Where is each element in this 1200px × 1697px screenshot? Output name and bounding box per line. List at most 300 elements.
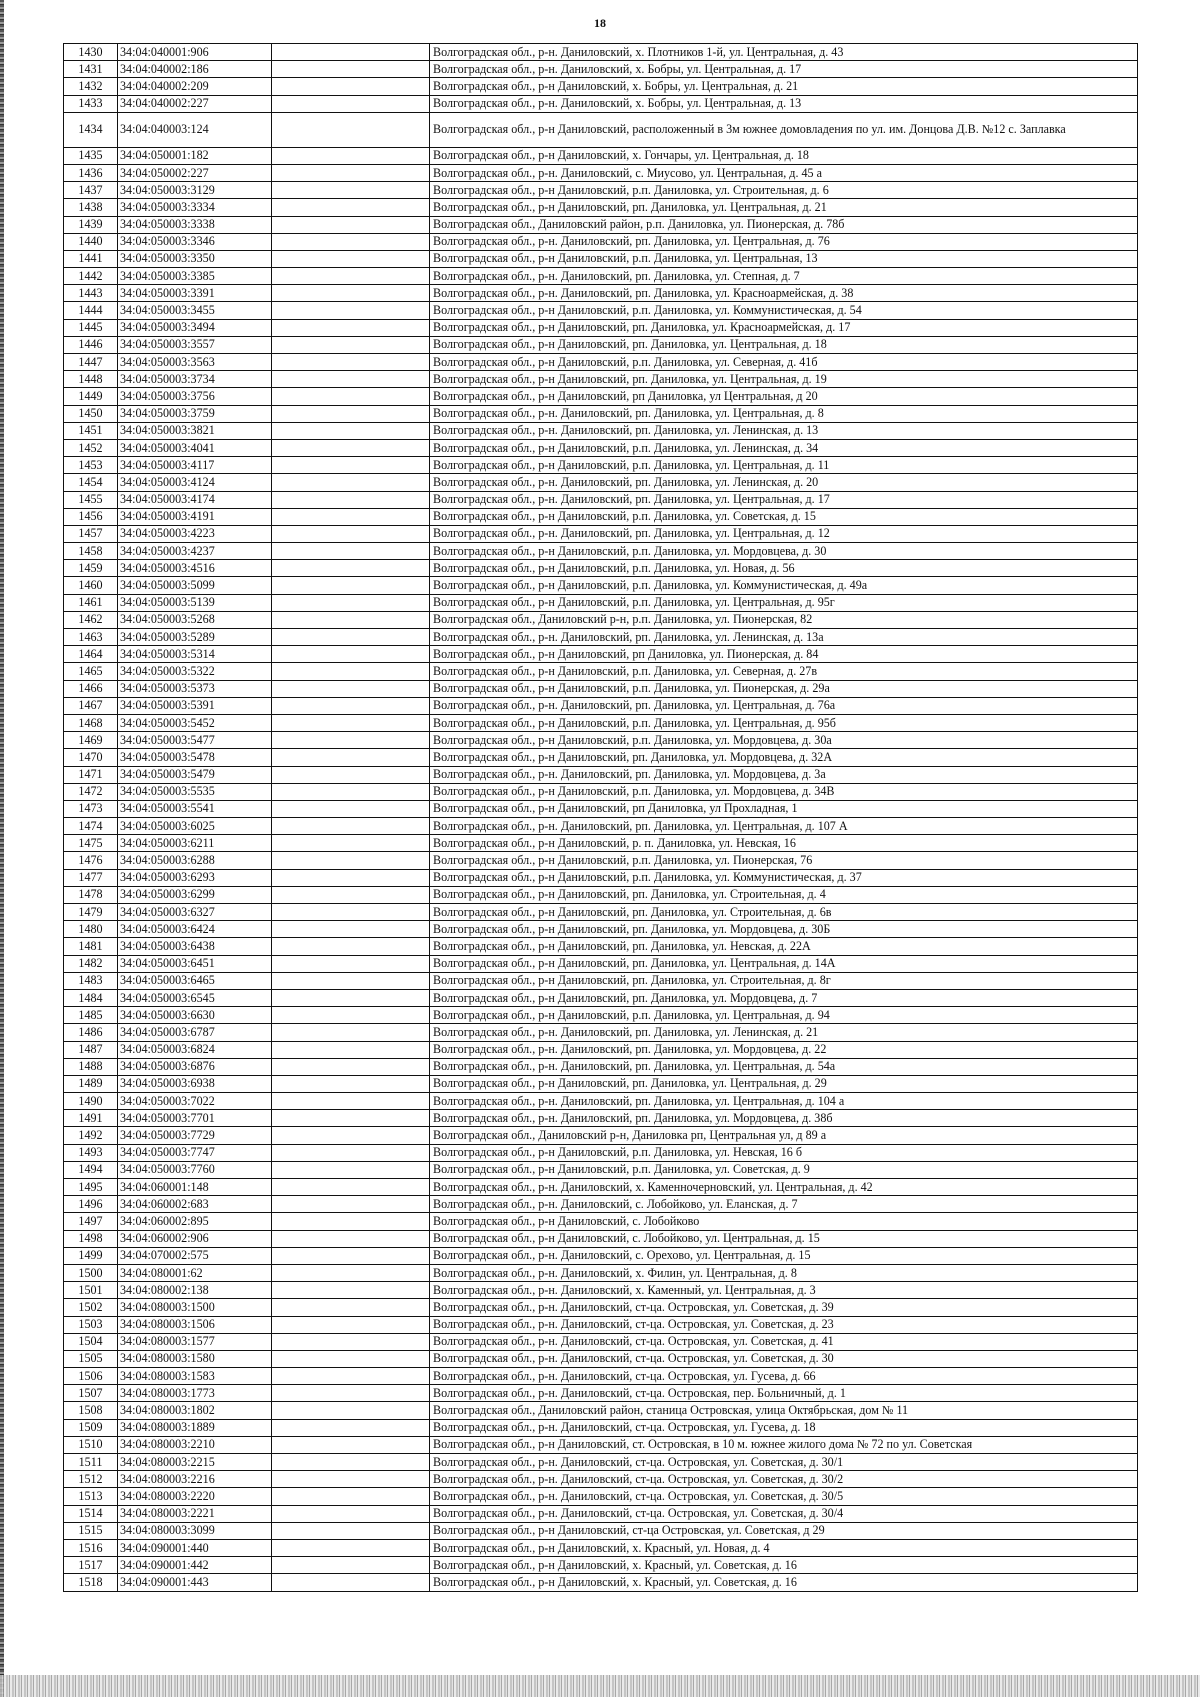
address: Волгоградская обл., р-н Даниловский, рп. Даниловка, ул. Центральная, д. 19 (430, 371, 1138, 388)
address: Волгоградская обл., р-н Даниловский, р.п. Даниловка, ул. Мордовцева, д. 30 (430, 543, 1138, 560)
address: Волгоградская обл., р-н Даниловский, р.п. Даниловка, ул. Центральная, д. 94 (430, 1007, 1138, 1024)
row-number: 1498 (64, 1230, 118, 1247)
row-number: 1505 (64, 1350, 118, 1367)
cadastral-number: 34:04:050003:5478 (118, 749, 272, 766)
empty-cell (272, 972, 430, 989)
row-number: 1497 (64, 1213, 118, 1230)
row-number: 1515 (64, 1522, 118, 1539)
empty-cell (272, 732, 430, 749)
table-row (64, 474, 1138, 491)
table-row (64, 1402, 1138, 1419)
empty-cell (272, 302, 430, 319)
table-row (64, 1058, 1138, 1075)
cadastral-number: 34:04:080003:2221 (118, 1505, 272, 1522)
address: Волгоградская обл., р-н Даниловский, р.п. Даниловка, ул. Пионерская, 76 (430, 852, 1138, 869)
address: Волгоградская обл., р-н Даниловский, рп Даниловка, ул. Пионерская, д. 84 (430, 646, 1138, 663)
empty-cell (272, 371, 430, 388)
row-number: 1438 (64, 199, 118, 216)
table-row (64, 1024, 1138, 1041)
cadastral-number: 34:04:050003:7701 (118, 1110, 272, 1127)
address: Волгоградская обл., р-н Даниловский, р.п. Даниловка, ул. Мордовцева, д. 34В (430, 783, 1138, 800)
row-number: 1509 (64, 1419, 118, 1436)
table-row (64, 78, 1138, 95)
address: Волгоградская обл., р-н Даниловский, р. п. Даниловка, ул. Невская, 16 (430, 835, 1138, 852)
row-number: 1446 (64, 336, 118, 353)
cadastral-number: 34:04:060001:148 (118, 1179, 272, 1196)
row-number: 1448 (64, 371, 118, 388)
row-number: 1435 (64, 147, 118, 164)
table-row (64, 199, 1138, 216)
cadastral-number: 34:04:050001:182 (118, 147, 272, 164)
address: Волгоградская обл., р-н Даниловский, р.п. Даниловка, ул. Центральная, д. 11 (430, 457, 1138, 474)
empty-cell (272, 1471, 430, 1488)
row-number: 1472 (64, 783, 118, 800)
empty-cell (272, 78, 430, 95)
table-row (64, 1557, 1138, 1574)
address: Волгоградская обл., р-н. Даниловский, ст-ца. Островская, ул. Советская, д. 30/5 (430, 1488, 1138, 1505)
empty-cell (272, 1539, 430, 1556)
address: Волгоградская обл., р-н Даниловский, с. Лобойково (430, 1213, 1138, 1230)
cadastral-number: 34:04:080003:2220 (118, 1488, 272, 1505)
table-row (64, 886, 1138, 903)
empty-cell (272, 491, 430, 508)
empty-cell (272, 388, 430, 405)
empty-cell (272, 250, 430, 267)
table-row (64, 302, 1138, 319)
row-number: 1434 (64, 112, 118, 147)
table-row (64, 1075, 1138, 1092)
empty-cell (272, 319, 430, 336)
row-number: 1483 (64, 972, 118, 989)
table-row (64, 1282, 1138, 1299)
row-number: 1482 (64, 955, 118, 972)
cadastral-number: 34:04:050003:3129 (118, 182, 272, 199)
cadastral-number: 34:04:050003:5314 (118, 646, 272, 663)
table-row (64, 749, 1138, 766)
cadastral-number: 34:04:050003:5479 (118, 766, 272, 783)
row-number: 1457 (64, 525, 118, 542)
empty-cell (272, 457, 430, 474)
address: Волгоградская обл., р-н Даниловский, рп. Даниловка, ул. Мордовцева, д. 32А (430, 749, 1138, 766)
table-row (64, 182, 1138, 199)
empty-cell (272, 560, 430, 577)
empty-cell (272, 543, 430, 560)
cadastral-number: 34:04:050003:6438 (118, 938, 272, 955)
table-row (64, 835, 1138, 852)
table-row (64, 1127, 1138, 1144)
table-row (64, 800, 1138, 817)
cadastral-number: 34:04:050003:6876 (118, 1058, 272, 1075)
address: Волгоградская обл., р-н. Даниловский, рп. Даниловка, ул. Центральная, д. 76 (430, 233, 1138, 250)
cadastral-number: 34:04:040002:227 (118, 95, 272, 112)
address: Волгоградская обл., р-н. Даниловский, рп. Даниловка, ул. Центральная, д. 76а (430, 697, 1138, 714)
address: Волгоградская обл., р-н. Даниловский, рп. Даниловка, ул. Красноармейская, д. 38 (430, 285, 1138, 302)
address: Волгоградская обл., р-н Даниловский, рп. Даниловка, ул. Строительная, д. 6в (430, 904, 1138, 921)
cadastral-number: 34:04:050003:5541 (118, 800, 272, 817)
empty-cell (272, 594, 430, 611)
empty-cell (272, 1144, 430, 1161)
row-number: 1501 (64, 1282, 118, 1299)
table-row (64, 611, 1138, 628)
table-row (64, 319, 1138, 336)
row-number: 1430 (64, 44, 118, 61)
row-number: 1478 (64, 886, 118, 903)
address: Волгоградская обл., Даниловский р-н, Даниловка рп, Центральная ул, д 89 а (430, 1127, 1138, 1144)
address: Волгоградская обл., р-н. Даниловский, ст-ца. Островская, ул. Советская, д. 30 (430, 1350, 1138, 1367)
row-number: 1506 (64, 1368, 118, 1385)
table-row (64, 1264, 1138, 1281)
address: Волгоградская обл., р-н. Даниловский, рп. Даниловка, ул. Степная, д. 7 (430, 268, 1138, 285)
cadastral-number: 34:04:050003:5391 (118, 697, 272, 714)
table-row (64, 250, 1138, 267)
table-row (64, 697, 1138, 714)
empty-cell (272, 268, 430, 285)
row-number: 1491 (64, 1110, 118, 1127)
cadastral-number: 34:04:080001:62 (118, 1264, 272, 1281)
empty-cell (272, 852, 430, 869)
table-row (64, 268, 1138, 285)
address: Волгоградская обл., р-н Даниловский, р.п. Даниловка, ул. Советская, д. 15 (430, 508, 1138, 525)
table-row (64, 44, 1138, 61)
empty-cell (272, 1282, 430, 1299)
address: Волгоградская обл., р-н Даниловский, рп Даниловка, ул Прохладная, 1 (430, 800, 1138, 817)
cadastral-number: 34:04:050003:5477 (118, 732, 272, 749)
empty-cell (272, 1127, 430, 1144)
cadastral-number: 34:04:040003:124 (118, 112, 272, 147)
address: Волгоградская обл., р-н. Даниловский, ст-ца. Островская, ул. Советская, д. 30/2 (430, 1471, 1138, 1488)
cadastral-number: 34:04:050003:5322 (118, 663, 272, 680)
table-row (64, 216, 1138, 233)
cadastral-number: 34:04:040002:209 (118, 78, 272, 95)
empty-cell (272, 1110, 430, 1127)
address: Волгоградская обл., р-н Даниловский, рп. Даниловка, ул. Центральная, д. 18 (430, 336, 1138, 353)
empty-cell (272, 697, 430, 714)
table-row (64, 818, 1138, 835)
row-number: 1504 (64, 1333, 118, 1350)
cadastral-number: 34:04:050003:3346 (118, 233, 272, 250)
address: Волгоградская обл., р-н. Даниловский, ст-ца. Островская, ул. Советская, д. 39 (430, 1299, 1138, 1316)
cadastral-number: 34:04:070002:575 (118, 1247, 272, 1264)
table-row (64, 285, 1138, 302)
empty-cell (272, 439, 430, 456)
address: Волгоградская обл., р-н Даниловский, х. Красный, ул. Советская, д. 16 (430, 1557, 1138, 1574)
table-row (64, 1505, 1138, 1522)
row-number: 1516 (64, 1539, 118, 1556)
row-number: 1495 (64, 1179, 118, 1196)
table-row (64, 164, 1138, 181)
empty-cell (272, 1007, 430, 1024)
table-row (64, 714, 1138, 731)
cadastral-number: 34:04:050003:3821 (118, 422, 272, 439)
address: Волгоградская обл., р-н. Даниловский, с. Лобойково, ул. Еланская, д. 7 (430, 1196, 1138, 1213)
address: Волгоградская обл., р-н Даниловский, р.п. Даниловка, ул. Невская, 16 б (430, 1144, 1138, 1161)
empty-cell (272, 1058, 430, 1075)
cadastral-number: 34:04:090001:443 (118, 1574, 272, 1591)
table-row (64, 1196, 1138, 1213)
cadastral-number: 34:04:080003:1889 (118, 1419, 272, 1436)
empty-cell (272, 44, 430, 61)
empty-cell (272, 1419, 430, 1436)
table-row (64, 646, 1138, 663)
table-row (64, 354, 1138, 371)
cadastral-number: 34:04:050003:7760 (118, 1161, 272, 1178)
empty-cell (272, 1093, 430, 1110)
cadastral-number: 34:04:050003:5289 (118, 629, 272, 646)
empty-cell (272, 216, 430, 233)
address: Волгоградская обл., р-н Даниловский, рп. Даниловка, ул. Красноармейская, д. 17 (430, 319, 1138, 336)
empty-cell (272, 800, 430, 817)
cadastral-number: 34:04:050003:4237 (118, 543, 272, 560)
address: Волгоградская обл., р-н Даниловский, р.п. Даниловка, ул. Коммунистическая, д. 49а (430, 577, 1138, 594)
empty-cell (272, 611, 430, 628)
row-number: 1480 (64, 921, 118, 938)
address: Волгоградская обл., р-н Даниловский, рп. Даниловка, ул. Строительная, д. 4 (430, 886, 1138, 903)
address: Волгоградская обл., р-н. Даниловский, рп. Даниловка, ул. Центральная, д. 17 (430, 491, 1138, 508)
cadastral-number: 34:04:080003:1802 (118, 1402, 272, 1419)
cadastral-number: 34:04:050003:6465 (118, 972, 272, 989)
row-number: 1473 (64, 800, 118, 817)
cadastral-number: 34:04:050003:6025 (118, 818, 272, 835)
cadastral-number: 34:04:050003:5535 (118, 783, 272, 800)
address: Волгоградская обл., р-н Даниловский, х. Гончары, ул. Центральная, д. 18 (430, 147, 1138, 164)
cadastral-number: 34:04:050003:4041 (118, 439, 272, 456)
table-row (64, 1522, 1138, 1539)
address: Волгоградская обл., р-н Даниловский, рп. Даниловка, ул. Центральная, д. 21 (430, 199, 1138, 216)
address: Волгоградская обл., р-н. Даниловский, рп. Даниловка, ул. Мордовцева, д. 3а (430, 766, 1138, 783)
cadastral-number: 34:04:050003:6545 (118, 989, 272, 1006)
empty-cell (272, 112, 430, 147)
row-number: 1442 (64, 268, 118, 285)
row-number: 1433 (64, 95, 118, 112)
cadastral-number: 34:04:050003:3734 (118, 371, 272, 388)
empty-cell (272, 354, 430, 371)
cadastral-number: 34:04:080003:1773 (118, 1385, 272, 1402)
row-number: 1510 (64, 1436, 118, 1453)
address: Волгоградская обл., р-н Даниловский, р.п. Даниловка, ул. Коммунистическая, д. 54 (430, 302, 1138, 319)
cadastral-number: 34:04:050003:3756 (118, 388, 272, 405)
address: Волгоградская обл., р-н. Даниловский, ст-ца. Островская, пер. Больничный, д. 1 (430, 1385, 1138, 1402)
empty-cell (272, 646, 430, 663)
table-row (64, 1419, 1138, 1436)
address: Волгоградская обл., р-н. Даниловский, ст-ца. Островская, ул. Советская, д. 23 (430, 1316, 1138, 1333)
address: Волгоградская обл., р-н Даниловский, р.п. Даниловка, ул. Северная, д. 41б (430, 354, 1138, 371)
row-number: 1454 (64, 474, 118, 491)
cadastral-number: 34:04:050003:5139 (118, 594, 272, 611)
cadastral-number: 34:04:050003:4174 (118, 491, 272, 508)
empty-cell (272, 1385, 430, 1402)
address: Волгоградская обл., р-н Даниловский, р.п. Даниловка, ул. Советская, д. 9 (430, 1161, 1138, 1178)
cadastral-number: 34:04:080003:1583 (118, 1368, 272, 1385)
cadastral-number: 34:04:050003:6451 (118, 955, 272, 972)
empty-cell (272, 1316, 430, 1333)
row-number: 1475 (64, 835, 118, 852)
table-row (64, 439, 1138, 456)
address: Волгоградская обл., р-н. Даниловский, рп. Даниловка, ул. Ленинская, д. 13а (430, 629, 1138, 646)
address: Волгоградская обл., р-н. Даниловский, рп. Даниловка, ул. Центральная, д. 104 а (430, 1093, 1138, 1110)
cadastral-number: 34:04:050003:6288 (118, 852, 272, 869)
empty-cell (272, 1368, 430, 1385)
address: Волгоградская обл., р-н. Даниловский, с. Миусово, ул. Центральная, д. 45 а (430, 164, 1138, 181)
cadastral-number: 34:04:050003:3563 (118, 354, 272, 371)
table-row (64, 938, 1138, 955)
address: Волгоградская обл., р-н. Даниловский, х. Каменночерновский, ул. Центральная, д. 42 (430, 1179, 1138, 1196)
cadastral-number: 34:04:050003:5373 (118, 680, 272, 697)
row-number: 1470 (64, 749, 118, 766)
row-number: 1436 (64, 164, 118, 181)
cadastral-number: 34:04:050003:7022 (118, 1093, 272, 1110)
address: Волгоградская обл., р-н Даниловский, р.п. Даниловка, ул. Строительная, д. 6 (430, 182, 1138, 199)
row-number: 1453 (64, 457, 118, 474)
cadastral-number: 34:04:050003:3494 (118, 319, 272, 336)
empty-cell (272, 663, 430, 680)
empty-cell (272, 835, 430, 852)
table-row (64, 508, 1138, 525)
empty-cell (272, 285, 430, 302)
row-number: 1458 (64, 543, 118, 560)
empty-cell (272, 783, 430, 800)
address: Волгоградская обл., р-н Даниловский, р.п. Даниловка, ул. Центральная, 13 (430, 250, 1138, 267)
address: Волгоградская обл., р-н Даниловский, р.п. Даниловка, ул. Пионерская, д. 29а (430, 680, 1138, 697)
row-number: 1494 (64, 1161, 118, 1178)
table-row (64, 1213, 1138, 1230)
empty-cell (272, 714, 430, 731)
table-row (64, 1110, 1138, 1127)
table-row (64, 921, 1138, 938)
address: Волгоградская обл., р-н Даниловский, с. Лобойково, ул. Центральная, д. 15 (430, 1230, 1138, 1247)
row-number: 1485 (64, 1007, 118, 1024)
address: Волгоградская обл., р-н. Даниловский, ст-ца. Островская, ул. Гусева, д. 66 (430, 1368, 1138, 1385)
empty-cell (272, 1436, 430, 1453)
empty-cell (272, 405, 430, 422)
empty-cell (272, 1161, 430, 1178)
empty-cell (272, 921, 430, 938)
row-number: 1462 (64, 611, 118, 628)
cadastral-number: 34:04:050003:7747 (118, 1144, 272, 1161)
address: Волгоградская обл., р-н Даниловский, рп. Даниловка, ул. Строительная, д. 8г (430, 972, 1138, 989)
row-number: 1466 (64, 680, 118, 697)
empty-cell (272, 989, 430, 1006)
address: Волгоградская обл., р-н. Даниловский, рп. Даниловка, ул. Ленинская, д. 13 (430, 422, 1138, 439)
row-number: 1432 (64, 78, 118, 95)
table-row (64, 112, 1138, 147)
row-number: 1486 (64, 1024, 118, 1041)
table-row (64, 1230, 1138, 1247)
table-row (64, 989, 1138, 1006)
row-number: 1489 (64, 1075, 118, 1092)
table-row (64, 457, 1138, 474)
row-number: 1517 (64, 1557, 118, 1574)
address: Волгоградская обл., р-н. Даниловский, рп. Даниловка, ул. Ленинская, д. 20 (430, 474, 1138, 491)
empty-cell (272, 749, 430, 766)
empty-cell (272, 182, 430, 199)
address: Волгоградская обл., Даниловский район, р.п. Даниловка, ул. Пионерская, д. 78б (430, 216, 1138, 233)
address: Волгоградская обл., р-н Даниловский, рп. Даниловка, ул. Центральная, д. 29 (430, 1075, 1138, 1092)
row-number: 1493 (64, 1144, 118, 1161)
table-row (64, 1539, 1138, 1556)
row-number: 1511 (64, 1454, 118, 1471)
empty-cell (272, 199, 430, 216)
empty-cell (272, 1350, 430, 1367)
empty-cell (272, 525, 430, 542)
row-number: 1507 (64, 1385, 118, 1402)
address: Волгоградская обл., р-н Даниловский, х. Красный, ул. Советская, д. 16 (430, 1574, 1138, 1591)
row-number: 1476 (64, 852, 118, 869)
empty-cell (272, 1196, 430, 1213)
row-number: 1443 (64, 285, 118, 302)
scan-bottom-edge (0, 1675, 1200, 1697)
address: Волгоградская обл., р-н. Даниловский, рп. Даниловка, ул. Центральная, д. 8 (430, 405, 1138, 422)
address: Волгоградская обл., р-н. Даниловский, х. Плотников 1-й, ул. Центральная, д. 43 (430, 44, 1138, 61)
cadastral-number: 34:04:050003:3391 (118, 285, 272, 302)
empty-cell (272, 336, 430, 353)
empty-cell (272, 1505, 430, 1522)
table-row (64, 1041, 1138, 1058)
row-number: 1467 (64, 697, 118, 714)
table-row (64, 1574, 1138, 1591)
table-row (64, 1350, 1138, 1367)
row-number: 1484 (64, 989, 118, 1006)
table-row (64, 1436, 1138, 1453)
row-number: 1431 (64, 61, 118, 78)
cadastral-number: 34:04:050003:6424 (118, 921, 272, 938)
row-number: 1439 (64, 216, 118, 233)
cadastral-number: 34:04:090001:442 (118, 1557, 272, 1574)
row-number: 1447 (64, 354, 118, 371)
row-number: 1474 (64, 818, 118, 835)
table-row (64, 904, 1138, 921)
row-number: 1452 (64, 439, 118, 456)
row-number: 1492 (64, 1127, 118, 1144)
table-row (64, 766, 1138, 783)
address: Волгоградская обл., р-н Даниловский, рп. Даниловка, ул. Невская, д. 22А (430, 938, 1138, 955)
empty-cell (272, 1557, 430, 1574)
address: Волгоградская обл., р-н Даниловский, рп. Даниловка, ул. Мордовцева, д. 30Б (430, 921, 1138, 938)
address: Волгоградская обл., р-н. Даниловский, ст-ца. Островская, ул. Советская, д. 30/4 (430, 1505, 1138, 1522)
table-row (64, 1247, 1138, 1264)
table-row (64, 1161, 1138, 1178)
table-row (64, 1144, 1138, 1161)
row-number: 1499 (64, 1247, 118, 1264)
empty-cell (272, 1333, 430, 1350)
cadastral-number: 34:04:050003:4191 (118, 508, 272, 525)
row-number: 1503 (64, 1316, 118, 1333)
table-row (64, 388, 1138, 405)
table-row (64, 491, 1138, 508)
table-row (64, 1093, 1138, 1110)
empty-cell (272, 1179, 430, 1196)
empty-cell (272, 61, 430, 78)
registry-table-body (64, 44, 1138, 1592)
empty-cell (272, 1522, 430, 1539)
address: Волгоградская обл., р-н. Даниловский, ст-ца. Островская, ул. Советская, д. 30/1 (430, 1454, 1138, 1471)
row-number: 1487 (64, 1041, 118, 1058)
table-row (64, 1454, 1138, 1471)
cadastral-number: 34:04:050003:6293 (118, 869, 272, 886)
empty-cell (272, 629, 430, 646)
row-number: 1513 (64, 1488, 118, 1505)
table-row (64, 955, 1138, 972)
table-row (64, 783, 1138, 800)
row-number: 1455 (64, 491, 118, 508)
address: Волгоградская обл., р-н Даниловский, р.п. Даниловка, ул. Ленинская, д. 34 (430, 439, 1138, 456)
table-row (64, 1299, 1138, 1316)
address: Волгоградская обл., р-н Даниловский, расположенный в 3м южнее домовладения по ул. им. Донцова Д.В. №12 с. Заплавка (430, 112, 1138, 147)
empty-cell (272, 904, 430, 921)
table-row (64, 1385, 1138, 1402)
row-number: 1463 (64, 629, 118, 646)
cadastral-number: 34:04:090001:440 (118, 1539, 272, 1556)
table-row (64, 1488, 1138, 1505)
